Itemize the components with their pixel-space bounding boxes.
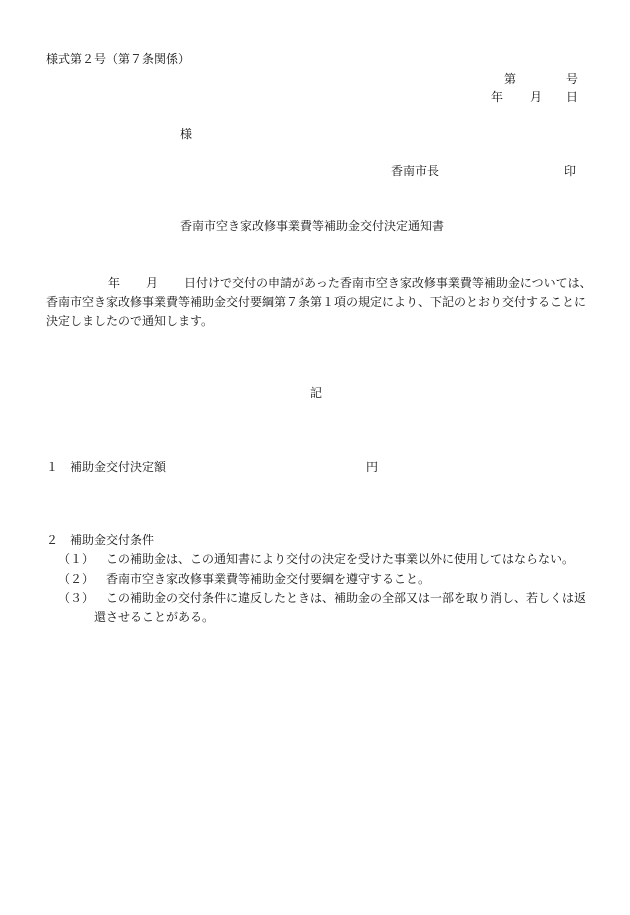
doc-number-prefix: 第: [504, 72, 517, 86]
addressee-suffix: 様: [180, 127, 193, 141]
body-paragraph: [46, 274, 592, 331]
condition-2-number: （２）: [58, 572, 95, 586]
condition-1-number: （１）: [58, 552, 95, 566]
body-month: 月: [146, 276, 159, 290]
item2-number: ２: [46, 533, 59, 547]
issuer-title: 香南市長: [391, 164, 440, 178]
body-text: 日付けで交付の申請があった香南市空き家改修事業費等補助金については、香南市空き家改修事業費等補助金交付要綱第７条第１項の規定により、下記のとおり交付することに決定しましたので通知します。: [46, 276, 592, 328]
form-label: 様式第２号（第７条関係）: [46, 52, 191, 66]
document-title: 香南市空き家改修事業費等補助金交付決定通知書: [180, 219, 445, 233]
body-year: 年: [108, 276, 121, 290]
item2-label: 補助金交付条件: [70, 533, 155, 547]
item1-unit: 円: [366, 460, 379, 474]
item1-number: １: [46, 460, 59, 474]
condition-2-text: 香南市空き家改修事業費等補助金交付要綱を遵守すること。: [106, 572, 431, 586]
condition-1-text: この補助金は、この通知書により交付の決定を受けた事業以外に使用してはならない。: [106, 552, 575, 566]
condition-3-number: （３）: [58, 591, 95, 605]
condition-3-text: この補助金の交付条件に違反したときは、補助金の全部又は一部を取り消し、若しくは返還させることがある。: [94, 591, 587, 624]
doc-number-suffix: 号: [566, 72, 579, 86]
item1-label: 補助金交付決定額: [70, 460, 167, 474]
issuer-seal: 印: [564, 164, 577, 178]
doc-date-month: 月: [530, 90, 543, 104]
doc-date-day: 日: [566, 90, 579, 104]
ki-heading: 記: [310, 386, 323, 400]
doc-date-year: 年: [491, 90, 504, 104]
